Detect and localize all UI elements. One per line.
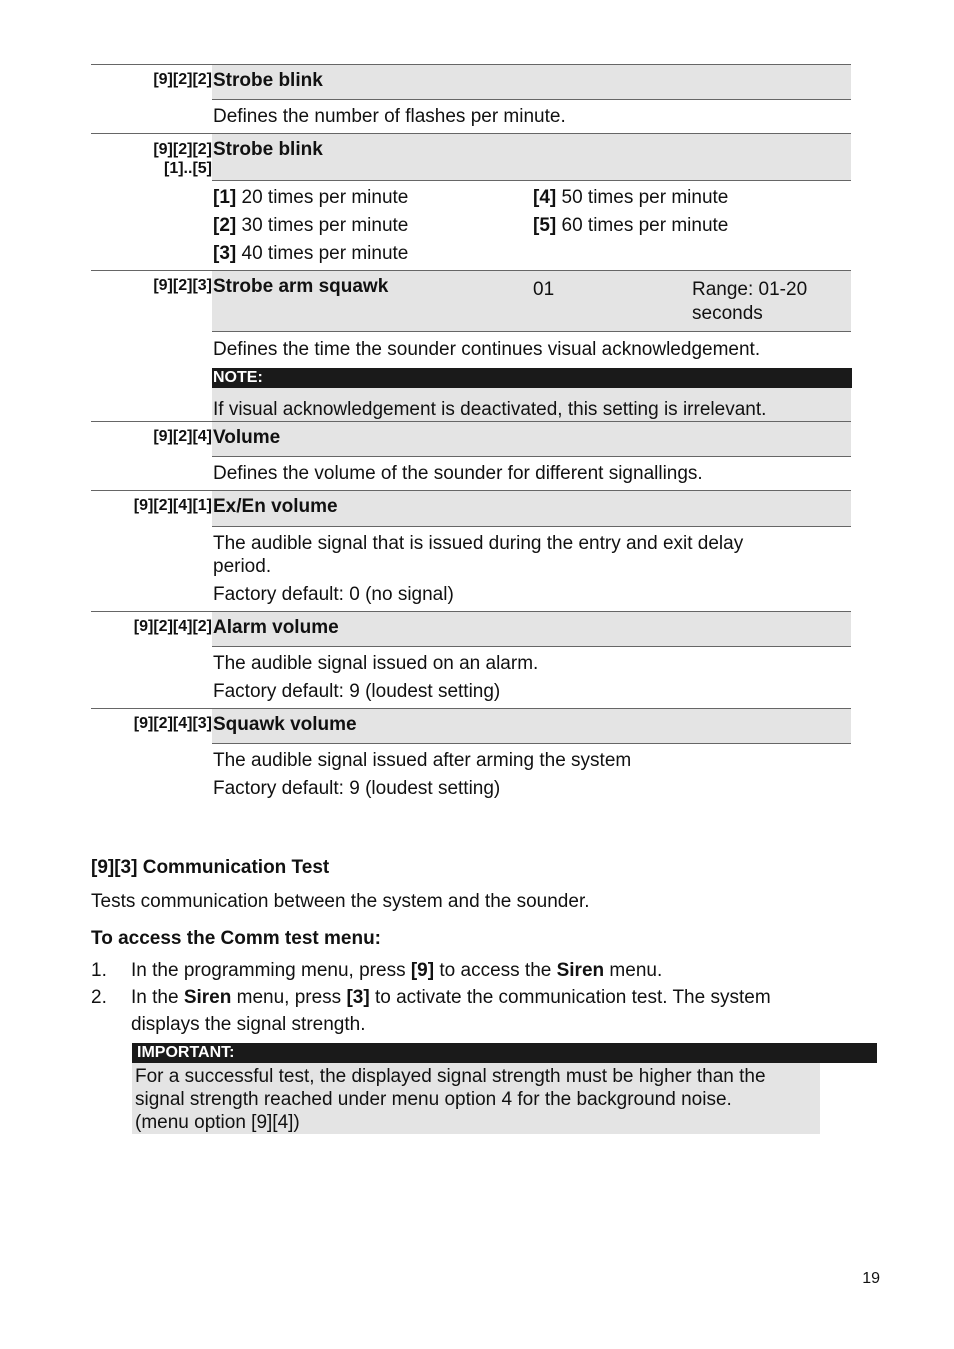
- default-value: 01: [533, 279, 555, 300]
- title-band: [212, 422, 851, 456]
- factory-default: Factory default: 9 (loudest setting): [213, 778, 501, 799]
- menu-description: The audible signal issued on an alarm.: [213, 653, 539, 674]
- menu-code: [9][2][4][1]: [133, 497, 212, 514]
- title-underline: [212, 180, 851, 181]
- menu-description: The audible signal issued after arming the system: [213, 750, 632, 771]
- important-text: signal strength reached under menu option 4 for the background noise.: [135, 1089, 732, 1110]
- title-underline: [212, 99, 851, 100]
- section-intro: Tests communication between the system and the sounder.: [91, 891, 590, 912]
- important-label: IMPORTANT:: [132, 1043, 877, 1063]
- step-number: 2.: [91, 987, 107, 1008]
- menu-code: [9][2][3]: [153, 277, 212, 294]
- important-text: For a successful test, the displayed signal strength must be higher than the: [135, 1066, 766, 1087]
- factory-default: Factory default: 0 (no signal): [213, 584, 454, 605]
- menu-code: [9][2][2]: [153, 141, 212, 158]
- option-item: [5] 60 times per minute: [533, 215, 729, 236]
- menu-description: Defines the volume of the sounder for different signallings.: [213, 463, 703, 484]
- menu-description: Defines the time the sounder continues visual acknowledgement.: [213, 339, 761, 360]
- menu-title: Strobe arm squawk: [213, 276, 389, 297]
- title-underline: [212, 331, 851, 332]
- note-text: If visual acknowledgement is deactivated, this setting is irrelevant.: [213, 399, 767, 420]
- title-underline: [212, 743, 851, 744]
- menu-title: Ex/En volume: [213, 496, 338, 517]
- option-item: [4] 50 times per minute: [533, 187, 729, 208]
- menu-title: Strobe blink: [213, 139, 323, 160]
- step-number: 1.: [91, 960, 107, 981]
- title-underline: [212, 456, 851, 457]
- page-number: 19: [862, 1270, 880, 1287]
- menu-description-cont: period.: [213, 556, 272, 577]
- step-text-cont: displays the signal strength.: [131, 1014, 366, 1035]
- factory-default: Factory default: 9 (loudest setting): [213, 681, 501, 702]
- menu-code-suffix: [1]..[5]: [164, 160, 212, 177]
- range-value: Range: 01-20: [692, 279, 808, 300]
- option-item: [2] 30 times per minute: [213, 215, 409, 236]
- title-underline: [212, 646, 851, 647]
- menu-description: Defines the number of flashes per minute.: [213, 106, 566, 127]
- steps-heading: To access the Comm test menu:: [91, 928, 382, 949]
- important-text: (menu option [9][4]): [135, 1112, 300, 1133]
- menu-title: Volume: [213, 427, 281, 448]
- title-underline: [212, 526, 851, 527]
- menu-code: [9][2][4][3]: [133, 715, 212, 732]
- step-text: In the programming menu, press [9] to access the Siren menu.: [131, 960, 663, 981]
- range-unit: seconds: [692, 303, 763, 324]
- menu-title: Alarm volume: [213, 617, 339, 638]
- section-heading: [9][3] Communication Test: [91, 857, 330, 878]
- menu-title: Strobe blink: [213, 70, 323, 91]
- step-text: In the Siren menu, press [3] to activate the communication test. The system: [131, 987, 771, 1008]
- menu-code: [9][2][4][2]: [133, 618, 212, 635]
- menu-code: [9][2][2]: [153, 71, 212, 88]
- menu-title: Squawk volume: [213, 714, 357, 735]
- option-item: [3] 40 times per minute: [213, 243, 409, 264]
- menu-description: The audible signal that is issued during the entry and exit delay: [213, 533, 744, 554]
- menu-code: [9][2][4]: [153, 428, 212, 445]
- note-label: NOTE:: [212, 368, 852, 388]
- option-item: [1] 20 times per minute: [213, 187, 409, 208]
